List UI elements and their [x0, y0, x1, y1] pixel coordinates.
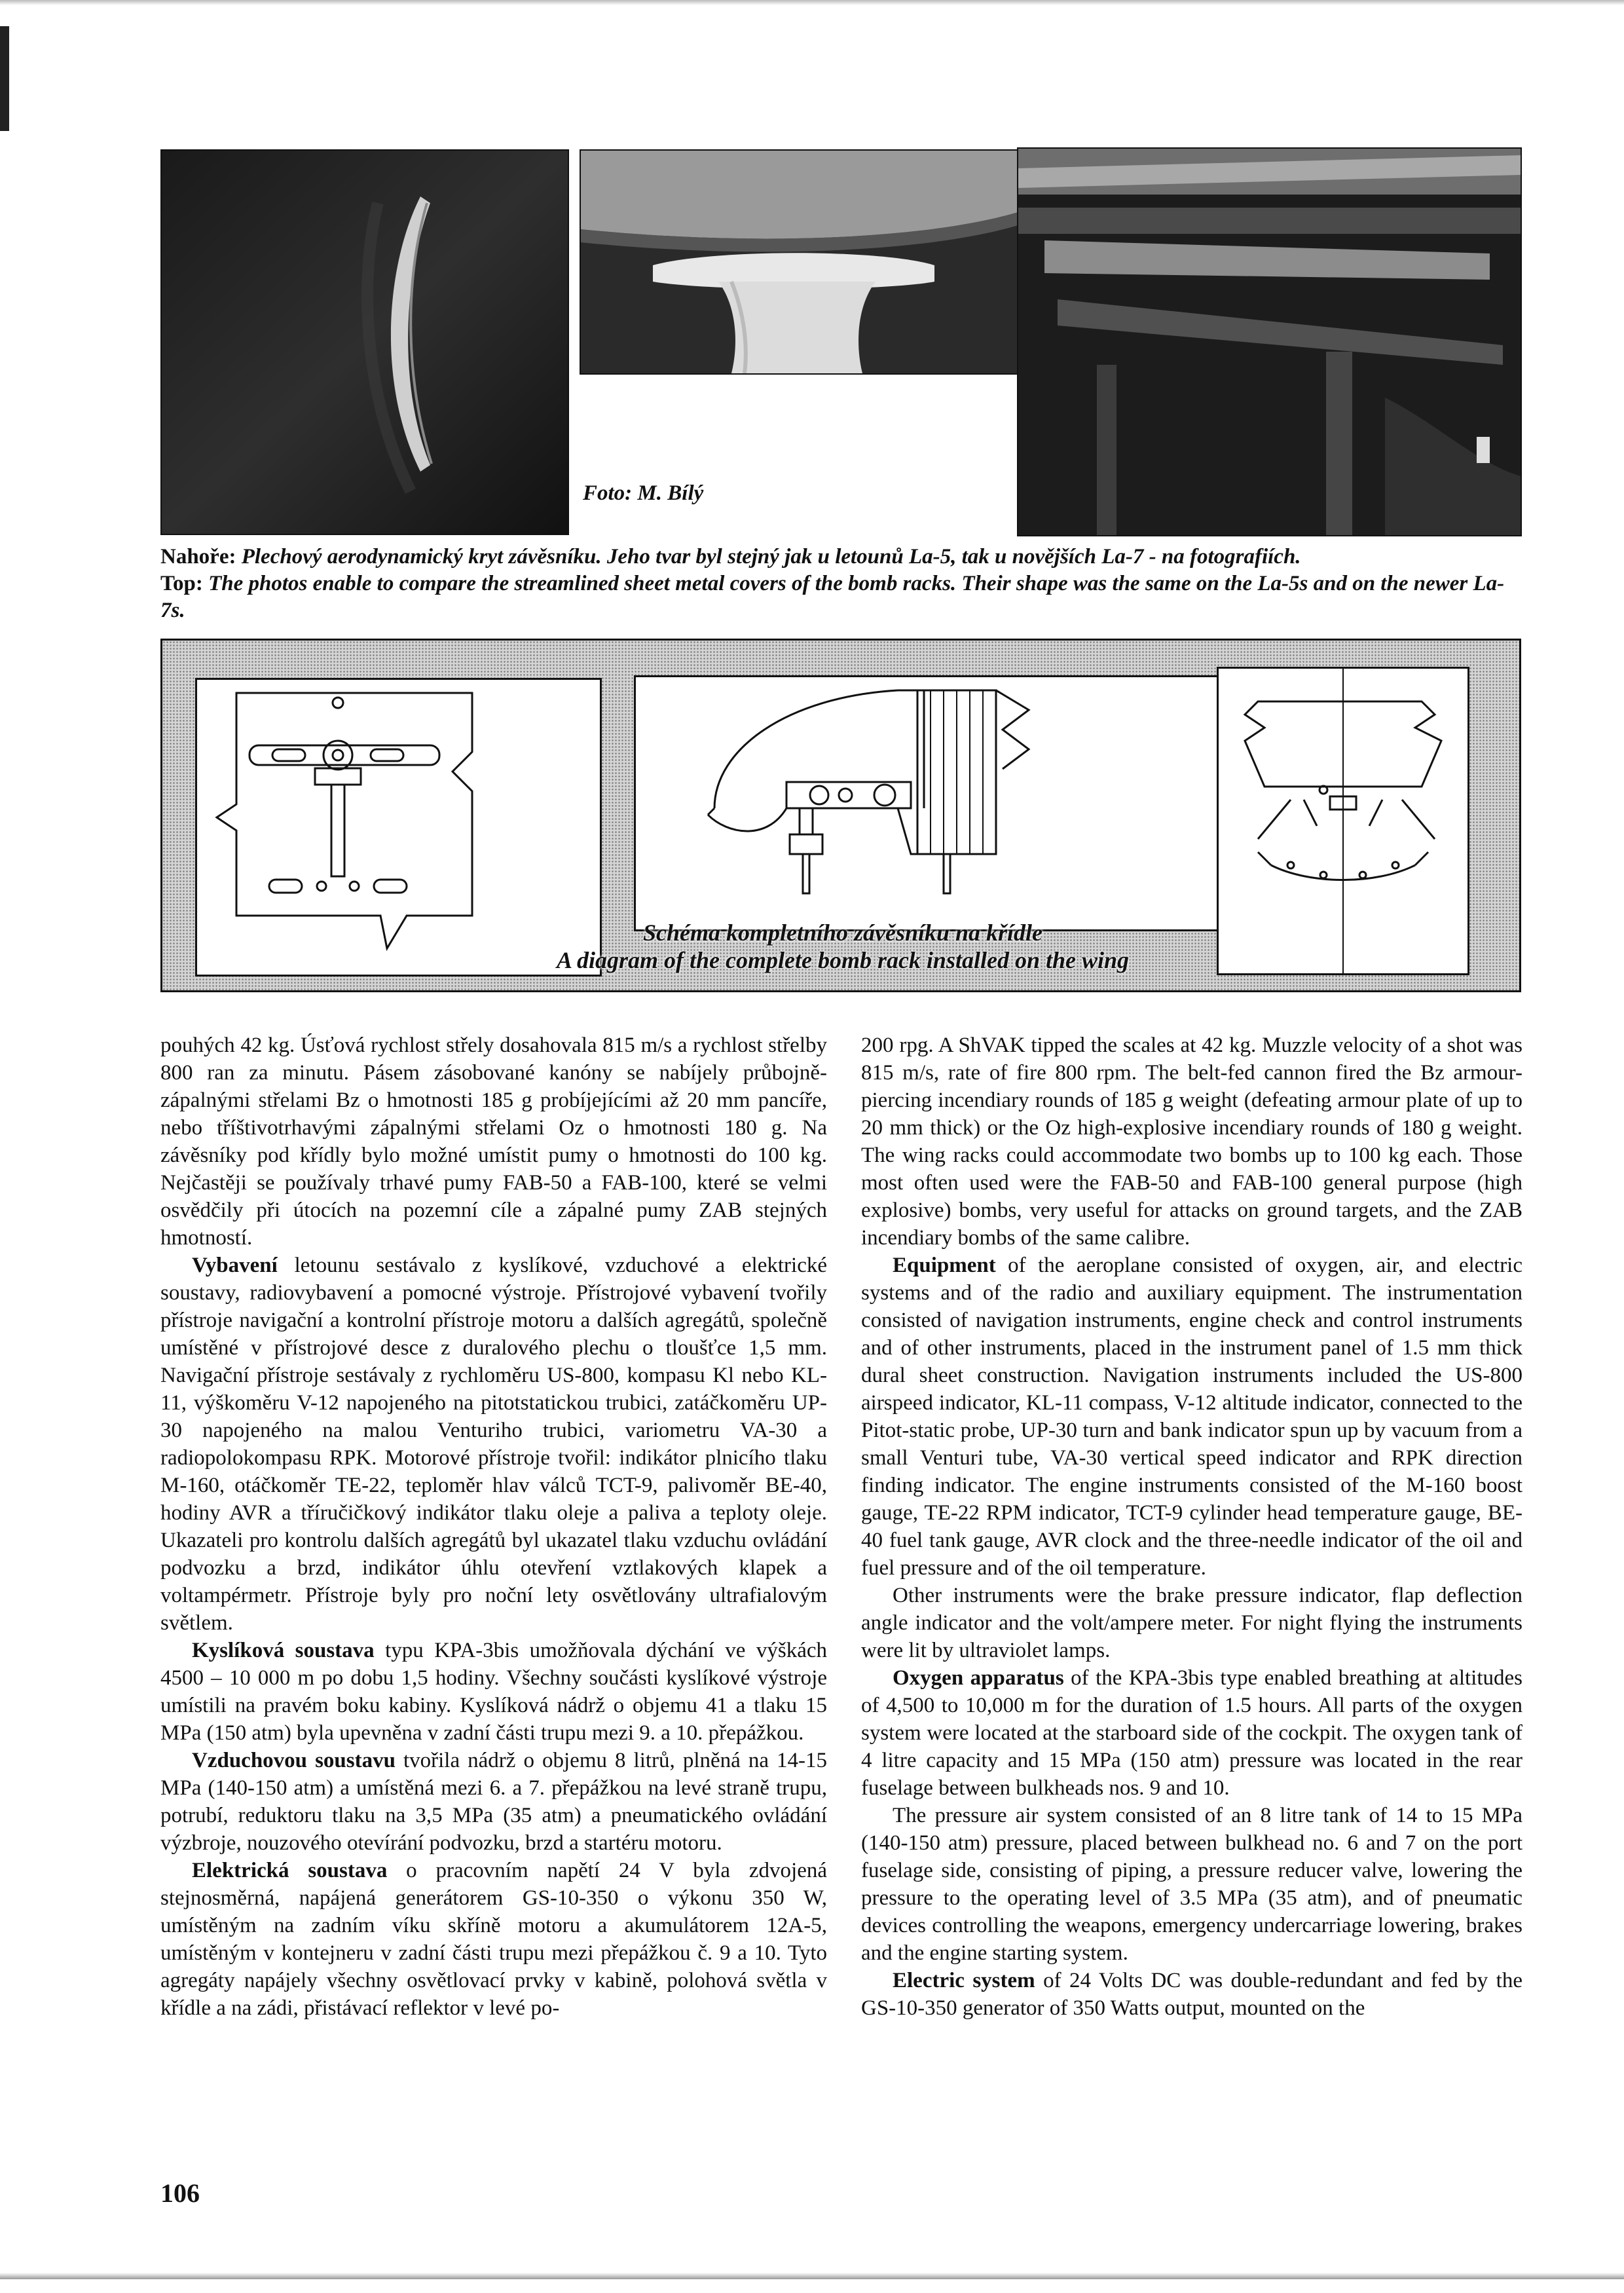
photo-fairing-side [160, 149, 569, 535]
paragraph-text: letounu sestávalo z kyslíkové, vzduchové a elektrické soustavy, radiovybavení a pomocné výstroje. Přístrojové vybavení tvořily přístroje navigační a kontrolní přístroje motoru a dalších agregátů, společně umístěné v přístrojové desce z duralového plechu o tloušťce 1,5 mm. Navigační přístroje sestávaly z rychloměru US-800, kompasu Kl nebo KL-11, výškoměru V-12 napojeného na pitotstatickou trubici, zatáčkoměru UP-30 napojeného na malou Venturiho trubici, variometru VA-30 a radiopolokompasu RPK. Motorové přístroje tvořil: indikátor plnicího tlaku M-160, otáčkoměr TE-22, teploměr hlav válců TCT-9, palivoměr BE-40, hodiny AVR a tříručičkový indikátor tlaku oleje a paliva a teploty oleje. Ukazateli pro kontrolu dalších agregátů byl ukazatel tlaku vzduchu ovládání podvozku a brzd, indikátor úhlu otevření vztlakových klapek a voltampérmetr. Přístroje byly pro noční lety osvětlovány ultrafialovým světlem. [160, 1254, 827, 1635]
scan-edge-top [0, 0, 1624, 5]
text-column-czech [160, 1032, 827, 2022]
bomb-rack-diagram [160, 639, 1521, 992]
paragraph [160, 1637, 827, 1747]
caption-en-text: The photos enable to compare the streamlined sheet metal covers of the bomb racks. Their shape was the same on the La-5s and on the newer La-7s. [160, 572, 1505, 622]
photo-rack-underside [1017, 147, 1522, 536]
scan-edge-left [0, 26, 9, 131]
paragraph [160, 1747, 827, 1857]
paragraph [861, 1967, 1522, 2022]
paragraph-text: tvořila nádrž o objemu 8 litrů, plněná na 14-15 MPa (140-150 atm) a umístěná mezi 6. a 7. přepážkou na levé straně trupu, potrubí, reduktoru tlaku na 3,5 MPa (35 atm) a pneumatického ovládání výzbroje, nouzového otevírání podvozku, brzd a startéru motoru. [160, 1749, 827, 1855]
paragraph-text: typu KPA-3bis umožňovala dýchání ve výškách 4500 – 10 000 m po dobu 1,5 hodiny. Všechny součásti kyslíkové výstroje umístili na pravém boku kabiny. Kyslíková nádrž o objemu 41 a tlaku 15 MPa (150 atm) byla upevněna v zadní části trupu mezi 9. a 10. přepážkou. [160, 1639, 827, 1745]
photo-fairing-front [580, 149, 1027, 375]
diagram-caption-en: A diagram of the complete bomb rack installed on the wing [556, 947, 1130, 973]
caption-cz-label: Nahoře: [160, 545, 236, 569]
photo-caption [160, 544, 1522, 624]
paragraph-heading: Elektrická soustava [192, 1859, 388, 1882]
paragraph-heading: Electric system [893, 1969, 1035, 1992]
paragraph-heading: Equipment [893, 1254, 996, 1277]
paragraph [160, 1857, 827, 2022]
caption-en-label: Top: [160, 572, 203, 595]
paragraph-heading: Vzduchovou soustavu [192, 1749, 396, 1772]
paragraph: 200 rpg. A ShVAK tipped the scales at 42 kg. Muzzle velocity of a shot was 815 m/s, rate of fire 800 rpm. The belt-fed cannon fired the Bz armour-piercing incendiary rounds of 185 g weight (defeating armour plate of up to 20 mm thick) or the Oz high-explosive incendiary rounds of 180 g weight. The wing racks could accommodate two bombs up to 100 kg each. Those most often used were the FAB-50 and FAB-100 general purpose (high explosive) bombs, very useful for attacks on ground targets, and the ZAB incendiary bombs of the same calibre. [861, 1034, 1522, 1250]
paragraph [160, 1252, 827, 1637]
paragraph: pouhých 42 kg. Úsťová rychlost střely dosahovala 815 m/s a rychlost střelby 800 ran za minutu. Pásem zásobované kanóny se nabíjely průbojně-zápalnými střelami Bz o hmotnosti 185 g probíjejícími až 20 mm pancíře, nebo tříštivotrhavými zápalnými střelami Oz o hmotnosti 180 g. Na závěsníky pod křídly bylo možné umístit pumy o hmotnosti do 100 kg. Nejčastěji se používaly trhavé pumy FAB-50 a FAB-100, které se velmi osvědčily při útocích na pozemní cíle a zápalné pumy ZAB stejných hmotností. [160, 1034, 827, 1250]
paragraph [861, 1252, 1522, 1582]
caption-cz-text: Plechový aerodynamický kryt závěsníku. Jeho tvar byl stejný jak u letounů La-5, tak u novějších La-7 - na fotografiích. [236, 545, 1301, 569]
paragraph-heading: Oxygen apparatus [893, 1666, 1064, 1690]
paragraph-heading: Vybavení [192, 1254, 278, 1277]
paragraph-text: of 24 Volts DC was double-redundant and fed by the GS-10-350 generator of 350 Watts output, mounted on the [861, 1969, 1522, 2020]
photo-credit: Foto: M. Bílý [583, 481, 704, 505]
diagram-caption-cz: Schéma kompletního závěsníku na křídle [642, 920, 1043, 946]
paragraph-text: of the aeroplane consisted of oxygen, air, and electric systems and of the radio and auxiliary equipment. The instrumentation consisted of navigation instruments, engine check and control instruments and of other instruments, placed in the instrument panel of 1.5 mm thick dural sheet construction. Navigation instruments included the US-800 airspeed indicator, KL-11 compass, V-12 altitude indicator, connected to the Pitot-static probe, UP-30 turn and bank indicator spun up by vacuum from a small Venturi tube, VA-30 vertical speed indicator and RPK direction finding indicator. The engine instruments consisted of the M-160 boost gauge, TE-22 RPM indicator, TCT-9 cylinder head temperature gauge, BE-40 fuel tank gauge, AVR clock and the three-needle indicator of the oil and fuel pressure and of the oil temperature. [861, 1254, 1522, 1580]
paragraph-text: of the KPA-3bis type enabled breathing at altitudes of 4,500 to 10,000 m for the duration of 1.5 hours. All parts of the oxygen system were located at the starboard side of the cockpit. The oxygen tank of 4 litre capacity and 15 MPa (150 atm) pressure was located in the rear fuselage between bulkheads nos. 9 and 10. [861, 1666, 1522, 1800]
paragraph: The pressure air system consisted of an 8 litre tank of 14 to 15 MPa (140-150 atm) pressure, placed between bulkhead no. 6 and 7 on the port fuselage side, consisting of piping, a pressure reducer valve, lowering the pressure to the operating level of 3.5 MPa (35 atm), and of pneumatic devices controlling the weapons, emergency undercarriage lowering, brakes and the engine starting system. [861, 1804, 1522, 1965]
page-number: 106 [160, 2178, 200, 2208]
paragraph: Other instruments were the brake pressure indicator, flap deflection angle indicator and the volt/ampere meter. For night flying the instruments were lit by ultraviolet lamps. [861, 1584, 1522, 1662]
paragraph [861, 1664, 1522, 1802]
paragraph-text: o pracovním napětí 24 V byla zdvojená stejnosměrná, napájená generátorem GS-10-350 o výkonu 350 W, umístěným na zadním víku skříně motoru a akumulátorem 12A-5, umístěným v kontejneru v zadní části trupu mezi přepážkou č. 9 a 10. Tyto agregáty napájely všechny osvětlovací prvky v kabině, polohová světla v křídle a na zádi, přistávací reflektor v levé po- [160, 1859, 827, 2020]
paragraph-heading: Kyslíková soustava [192, 1639, 375, 1662]
scan-edge-bottom [0, 2273, 1624, 2279]
text-column-english [861, 1032, 1522, 2022]
